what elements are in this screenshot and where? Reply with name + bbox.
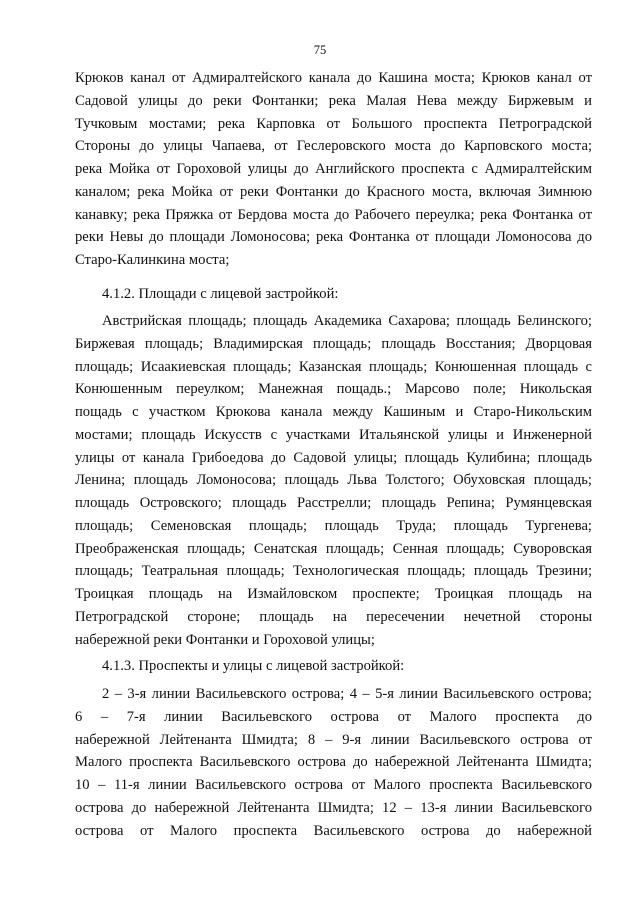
text-line: Тучковым мостами; река Карповка от Большого проспекта Петроградской — [75, 115, 592, 132]
text-line: набережной Лейтенанта Шмидта; 8 – 9-я линии Васильевского острова от — [75, 731, 592, 748]
text-line: площадь Островского; площадь Расстрелли; площадь Репина; Румянцевская — [75, 495, 592, 511]
text-line: площадь; Исаакиевская площадь; Казанская площадь; Конюшенная площадь с — [75, 358, 592, 375]
text-line: 6 – 7-я линии Васильевского острова от Малого проспекта до — [75, 708, 592, 725]
text-line: Австрийская площадь; площадь Академика Сахарова; площадь Белинского; — [102, 313, 592, 329]
text-line: улицы от канала Грибоедова до Садовой улицы; площадь Кулибина; площадь — [75, 449, 592, 466]
section-heading-avenues-streets — [75, 655, 592, 678]
text-line: острова от Малого проспекта Васильевского острова до набережной — [75, 822, 592, 839]
section-heading-squares — [75, 283, 592, 306]
text-line: Петроградской стороне; площадь на пересечении нечетной стороны — [75, 608, 592, 625]
text-line: Садовой улицы до реки Фонтанки; река Малая Нева между Биржевым и — [75, 92, 592, 109]
text-line: площадь; Семеновская площадь; площадь Труда; площадь Тургенева; — [75, 517, 592, 534]
text-line: острова до набережной Лейтенанта Шмидта; 12 – 13-я линии Васильевского — [75, 799, 592, 816]
text-line: набережной реки Фонтанки и Гороховой улицы; — [75, 631, 375, 648]
text-line: мостами; площадь Искусств с участками Итальянской улицы и Инженерной — [75, 426, 592, 443]
paragraph-avenues-streets — [75, 683, 592, 842]
text-line: Биржевая площадь; Владимирская площадь; площадь Восстания; Дворцовая — [75, 335, 592, 352]
text-line: Троицкая площадь на Измайловском проспекте; Троицкая площадь на — [75, 586, 592, 602]
text-line: Стороны до улицы Чапаева, от Геслеровского моста до Карповского моста; — [75, 138, 592, 155]
text-line: 2 – 3-я линии Васильевского острова; 4 – 5-я линии Васильевского острова; — [102, 686, 592, 702]
text-line: 10 – 11-я линии Васильевского острова от Малого проспекта Васильевского — [75, 777, 592, 793]
paragraph-squares — [75, 310, 592, 651]
text-line: Ленина; площадь Ломоносова; площадь Льва Толстого; Обуховская площадь; — [75, 472, 592, 489]
text-line: 4.1.2. Площади с лицевой застройкой: — [102, 286, 339, 302]
text-line: канавку; река Пряжка от Бердова моста до Рабочего переулка; река Фонтанка от — [75, 206, 592, 223]
text-line: Старо-Калинкина моста; — [75, 252, 230, 268]
text-line: реки Невы до площади Ломоносова; река Фонтанка от площади Ломоносова до — [75, 229, 592, 246]
text-line: Конюшенным переулком; Манежная пощадь.; Марсово поле; Никольская — [75, 381, 592, 398]
text-line: 4.1.3. Проспекты и улицы с лицевой застройкой: — [102, 658, 405, 674]
text-line: река Мойка от Гороховой улицы до Английского проспекта с Адмиралтейским — [75, 161, 592, 177]
page-number: 75 — [313, 43, 327, 57]
text-line: Малого проспекта Васильевского острова до набережной Лейтенанта Шмидта; — [75, 754, 592, 771]
paragraph-rivers-canals — [75, 67, 592, 272]
text-line: каналом; река Мойка от реки Фонтанки до Красного моста, включая Зимнюю — [75, 183, 592, 200]
text-line: площадь; Театральная площадь; Технологическая площадь; площадь Трезини; — [75, 563, 592, 580]
text-line: Преображенская площадь; Сенатская площадь; Сенная площадь; Суворовская — [75, 540, 592, 557]
text-line: пощадь с участком Крюкова канала между Кашиным и Старо-Никольским — [75, 404, 592, 420]
text-line: Крюков канал от Адмиралтейского канала до Кашина моста; Крюков канал от — [75, 70, 592, 86]
